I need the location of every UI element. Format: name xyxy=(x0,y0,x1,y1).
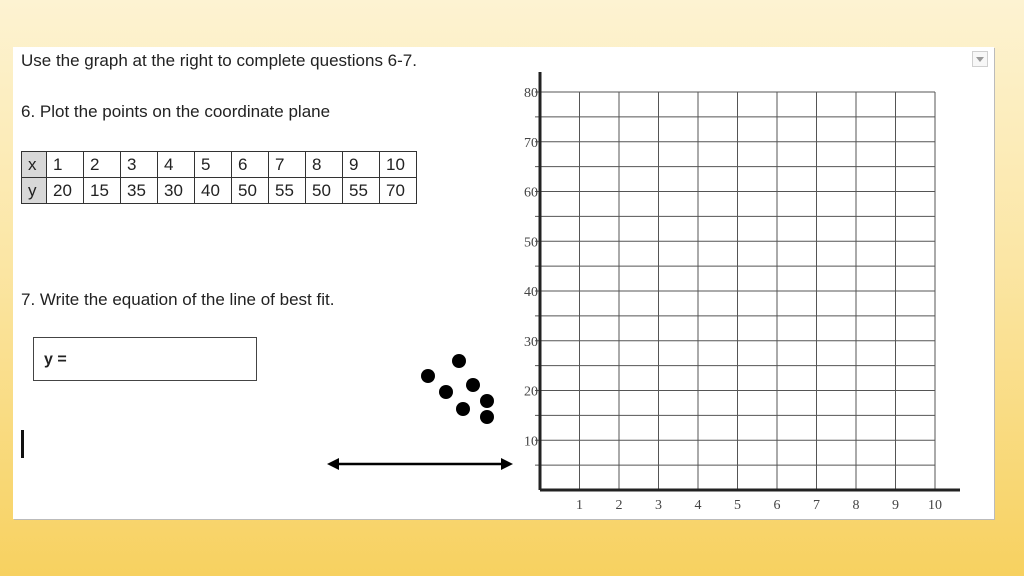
dot-icon[interactable] xyxy=(439,385,453,399)
table-cell: 2 xyxy=(84,152,121,178)
table-cell: 8 xyxy=(306,152,343,178)
table-header-y: y xyxy=(22,178,47,204)
table-cell: 4 xyxy=(158,152,195,178)
x-tick-label: 5 xyxy=(734,498,741,513)
table-cell: 9 xyxy=(343,152,380,178)
dot-icon[interactable] xyxy=(456,402,470,416)
table-header-x: x xyxy=(22,152,47,178)
x-tick-label: 8 xyxy=(852,498,860,513)
table-cell: 5 xyxy=(195,152,232,178)
x-tick-label: 10 xyxy=(928,498,942,513)
x-tick-label: 9 xyxy=(892,498,899,513)
table-cell: 1 xyxy=(47,152,84,178)
dot-icon[interactable] xyxy=(421,369,435,383)
y-tick-label: 70 xyxy=(524,135,538,151)
y-tick-label: 40 xyxy=(524,285,538,300)
table-cell: 7 xyxy=(269,152,306,178)
dot-icon[interactable] xyxy=(480,394,494,408)
table-cell: 70 xyxy=(380,178,417,204)
x-tick-label: 1 xyxy=(576,498,583,513)
x-tick-label: 7 xyxy=(813,498,820,513)
question-7-text: 7. Write the equation of the line of best fit. xyxy=(21,290,335,309)
table-cell: 40 xyxy=(195,178,232,204)
answer-label: y = xyxy=(44,351,67,368)
table-cell: 15 xyxy=(84,178,121,204)
y-tick-label: 20 xyxy=(524,384,538,400)
dot-token-group[interactable] xyxy=(421,354,494,424)
coordinate-grid xyxy=(535,92,935,490)
table-cell: 3 xyxy=(121,152,158,178)
dot-icon[interactable] xyxy=(480,410,494,424)
double-arrow-icon[interactable] xyxy=(327,458,513,470)
instructions-text: Use the graph at the right to complete questions 6-7. xyxy=(21,51,417,70)
axes xyxy=(540,72,960,490)
x-tick-label: 2 xyxy=(615,498,623,513)
x-tick-label: 3 xyxy=(655,498,662,513)
y-tick-label: 10 xyxy=(524,434,538,450)
dot-icon[interactable] xyxy=(466,378,480,392)
y-tick-label: 60 xyxy=(524,185,538,201)
table-cell: 10 xyxy=(380,152,417,178)
y-tick-label: 30 xyxy=(524,334,538,350)
table-cell: 35 xyxy=(121,178,158,204)
table-cell: 55 xyxy=(343,178,380,204)
y-tick-label: 50 xyxy=(524,235,538,251)
y-tick-label: 80 xyxy=(524,86,538,101)
tick-labels xyxy=(524,86,942,513)
table-cell: 20 xyxy=(47,178,84,204)
x-tick-label: 4 xyxy=(694,498,702,513)
x-tick-label: 6 xyxy=(773,498,781,513)
table-cell: 6 xyxy=(232,152,269,178)
question-6-text: 6. Plot the points on the coordinate plane xyxy=(21,102,331,121)
dot-icon[interactable] xyxy=(452,354,466,368)
table-cell: 55 xyxy=(269,178,306,204)
table-cell: 30 xyxy=(158,178,195,204)
table-cell: 50 xyxy=(306,178,343,204)
table-cell: 50 xyxy=(232,178,269,204)
